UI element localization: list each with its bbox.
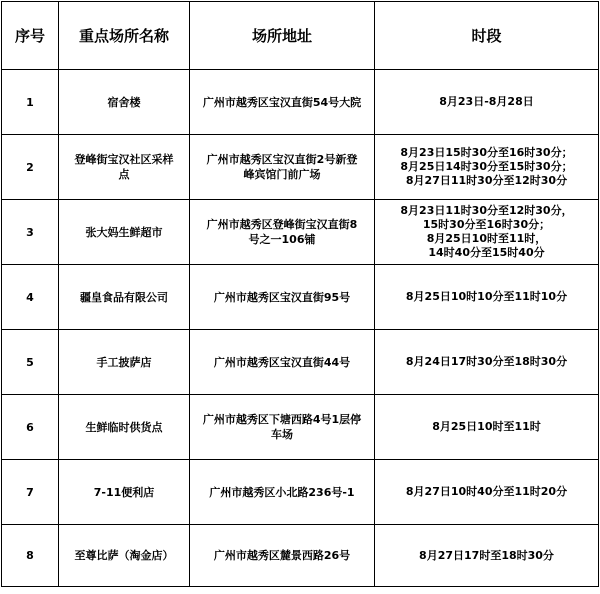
place-name-text: 生鲜临时供货点 [85,420,163,434]
cell-time-period [375,200,599,265]
cell-index [2,200,59,265]
address-text: 广州市越秀区小北路236号-1 [209,485,355,499]
cell-place-name [59,200,190,265]
cell-index [2,135,59,200]
cell-index [2,525,59,587]
place-name-text: 登峰街宝汉社区采样 点 [74,153,174,181]
table-header-row [2,2,599,70]
cell-time-period [375,70,599,135]
address-text: 广州市越秀区下塘西路4号1层停 车场 [202,413,362,441]
address-text: 广州市越秀区麓景西路26号 [213,549,351,562]
cell-time-period [375,135,599,200]
cell-place-name [59,330,190,395]
cell-address [190,525,375,587]
time-period-text: 8月23日15时30分至16时30分； 8月25日14时30分至15时30分； 8月27日11时30分至12时30分 [400,146,573,187]
time-period-text: 8月27日17时至18时30分 [419,548,554,562]
cell-index [2,460,59,525]
place-name-text: 张大妈生鲜超市 [85,225,163,239]
header-index: 序号 [2,2,59,70]
cell-address [190,460,375,525]
header-place-name: 重点场所名称 [59,2,190,70]
cell-index [2,330,59,395]
cell-time-period [375,525,599,587]
table-container [1,1,598,587]
address-text: 广州市越秀区宝汉直街2号新登 峰宾馆门前广场 [206,153,358,181]
table-row [2,395,599,460]
cell-index [2,70,59,135]
cell-address [190,135,375,200]
cell-address [190,70,375,135]
index-text: 5 [26,355,34,369]
cell-time-period [375,330,599,395]
header-address: 场所地址 [190,2,375,70]
cell-place-name [59,460,190,525]
table-row [2,525,599,587]
cell-index [2,265,59,330]
table-row [2,200,599,265]
index-text: 1 [26,95,34,109]
index-text: 6 [26,420,34,434]
cell-time-period [375,395,599,460]
cell-address [190,395,375,460]
table-row [2,135,599,200]
index-text: 8 [26,549,34,562]
index-text: 7 [26,485,34,499]
time-period-text: 8月25日10时10分至11时10分 [405,290,568,303]
index-text: 4 [26,290,34,304]
cell-address [190,330,375,395]
cell-time-period [375,460,599,525]
table-row [2,330,599,395]
cell-place-name [59,265,190,330]
table-row [2,70,599,135]
header-time-period: 时段 [375,2,599,70]
address-text: 广州市越秀区宝汉直街44号 [213,355,351,369]
cell-place-name [59,135,190,200]
place-name-text: 至尊比萨（淘金店） [74,549,174,562]
index-text: 3 [26,225,34,239]
place-name-text: 宿舍楼 [107,95,141,109]
address-text: 广州市越秀区宝汉直街54号大院 [202,95,362,109]
time-period-text: 8月24日17时30分至18时30分 [405,355,568,368]
cell-address [190,265,375,330]
table-row [2,460,599,525]
time-period-text: 8月23日11时30分至12时30分， 15时30分至16时30分； 8月25日10时至11时， 14时40分至15时40分 [400,204,573,259]
cell-place-name [59,525,190,587]
cell-address [190,200,375,265]
table-row [2,265,599,330]
cell-index [2,395,59,460]
address-text: 广州市越秀区宝汉直街95号 [213,290,351,304]
cell-place-name [59,395,190,460]
place-name-text: 疆皇食品有限公司 [80,290,168,304]
place-name-text: 手工披萨店 [96,355,152,369]
index-text: 2 [26,160,34,174]
time-period-text: 8月27日10时40分至11时20分 [405,485,568,498]
time-period-text: 8月25日10时至11时 [432,420,541,433]
place-name-text: 7-11便利店 [93,485,155,499]
cell-place-name [59,70,190,135]
cell-time-period [375,265,599,330]
key-locations-table [1,1,599,587]
time-period-text: 8月23日-8月28日 [439,95,534,108]
address-text: 广州市越秀区登峰街宝汉直街8 号之一106铺 [206,218,358,246]
